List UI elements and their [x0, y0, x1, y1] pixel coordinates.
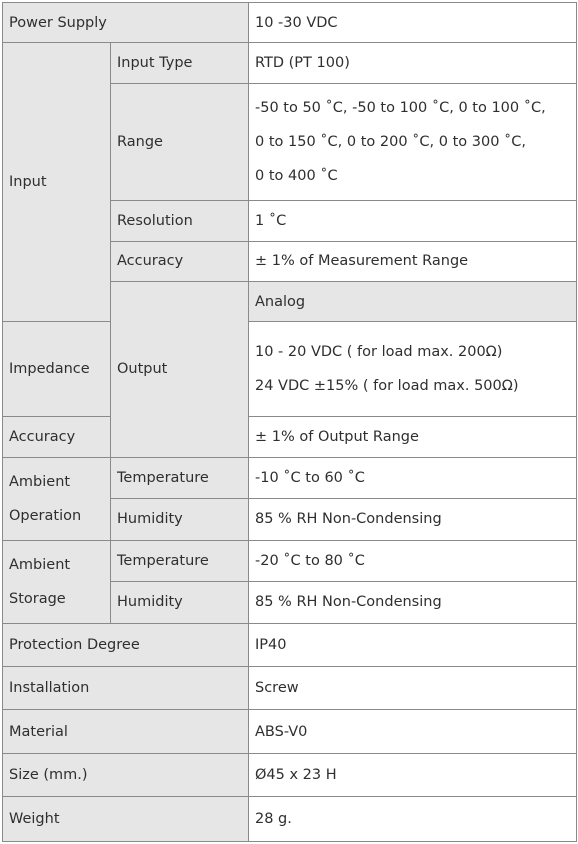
row-ambient-operation-temperature [3, 457, 577, 498]
row-input-type [3, 43, 577, 83]
input-type-value: RTD (PT 100) [249, 43, 577, 83]
size-label: Size (mm.) [3, 753, 249, 796]
weight-label: Weight [3, 797, 249, 842]
ambient-storage-temperature-label: Temperature [111, 540, 249, 581]
power-supply-label: Power Supply [3, 3, 249, 43]
ambient-operation-humidity-label: Humidity [111, 499, 249, 540]
output-accuracy-label: Accuracy [3, 417, 111, 457]
ambient-storage-label-line-2: Storage [9, 590, 66, 607]
output-impedance-label: Impedance [3, 322, 111, 417]
output-impedance-line-1: 10 - 20 VDC ( for load max. 200Ω) [255, 344, 503, 361]
ambient-operation-label-line-1: Ambient [9, 473, 71, 490]
output-impedance-line-2: 24 VDC ±15% ( for load max. 500Ω) [255, 378, 519, 395]
row-output-accuracy [3, 417, 577, 457]
output-analog-label: Analog [249, 281, 577, 321]
output-group-label: Output [111, 281, 249, 457]
input-accuracy-value: ± 1% of Measurement Range [249, 241, 577, 281]
protection-degree-label: Protection Degree [3, 623, 249, 666]
ambient-operation-label [3, 457, 111, 540]
input-range-line-2: 0 to 150 ˚C, 0 to 200 ˚C, 0 to 300 ˚C, [255, 133, 527, 150]
row-ambient-storage-temperature [3, 540, 577, 581]
power-supply-value: 10 -30 VDC [249, 3, 577, 43]
output-impedance-value [249, 322, 577, 417]
installation-label: Installation [3, 667, 249, 710]
row-output-impedance [3, 322, 577, 417]
input-range-line-3: 0 to 400 ˚C [255, 167, 338, 184]
installation-value: Screw [249, 667, 577, 710]
input-resolution-value: 1 ˚C [249, 201, 577, 241]
row-protection-degree [3, 623, 577, 666]
row-size [3, 753, 577, 796]
ambient-operation-humidity-value: 85 % RH Non-Condensing [249, 499, 577, 540]
input-range-value [249, 83, 577, 200]
row-installation [3, 667, 577, 710]
size-value: Ø45 x 23 H [249, 753, 577, 796]
material-value: ABS-V0 [249, 710, 577, 753]
spec-table [2, 2, 577, 842]
input-range-label: Range [111, 83, 249, 200]
protection-degree-value: IP40 [249, 623, 577, 666]
ambient-storage-humidity-label: Humidity [111, 582, 249, 623]
ambient-storage-temperature-value: -20 ˚C to 80 ˚C [249, 540, 577, 581]
input-group-label: Input [3, 43, 111, 322]
weight-value: 28 g. [249, 797, 577, 842]
ambient-operation-temperature-label: Temperature [111, 457, 249, 498]
input-range-line-1: -50 to 50 ˚C, -50 to 100 ˚C, 0 to 100 ˚C, [255, 99, 546, 116]
ambient-operation-label-line-2: Operation [9, 507, 82, 524]
row-power-supply [3, 3, 577, 43]
input-accuracy-label: Accuracy [111, 241, 249, 281]
row-weight [3, 797, 577, 842]
ambient-storage-label-line-1: Ambient [9, 556, 71, 573]
input-type-label: Input Type [111, 43, 249, 83]
ambient-operation-temperature-value: -10 ˚C to 60 ˚C [249, 457, 577, 498]
ambient-storage-humidity-value: 85 % RH Non-Condensing [249, 582, 577, 623]
row-material [3, 710, 577, 753]
material-label: Material [3, 710, 249, 753]
input-resolution-label: Resolution [111, 201, 249, 241]
output-accuracy-value: ± 1% of Output Range [249, 417, 577, 457]
ambient-storage-label [3, 540, 111, 623]
